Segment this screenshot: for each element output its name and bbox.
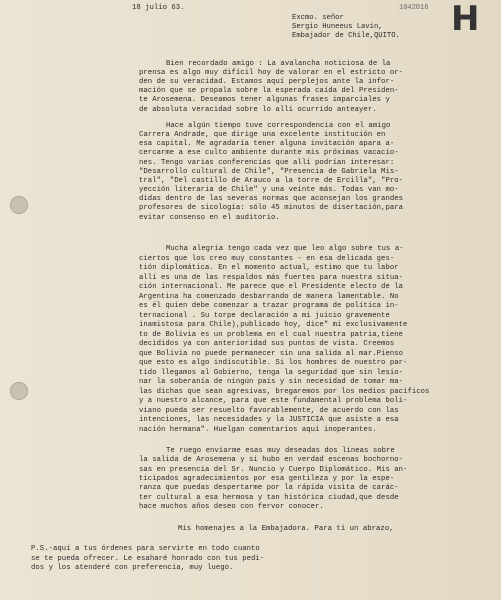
letter-line: P.S.-aquí a tus órdenes para servirte en todo cuanto bbox=[31, 545, 260, 553]
letter-line: nes. Tengo varias conferencias que allí podrían interesar: bbox=[139, 158, 395, 167]
letter-line: esa capital. Me agradaría tener alguna invitación apara a- bbox=[139, 140, 395, 149]
letter-line: to de Bolivia es un problema en el cual nuestra patria,tiene bbox=[139, 330, 404, 339]
letter-line: evitar consenso en el auditorio. bbox=[139, 213, 280, 222]
letter-line: la salida de Arosemena y si hubo en verdad escenas bochorno- bbox=[139, 456, 404, 465]
punch-hole bbox=[10, 196, 28, 214]
letter-line: ranza que puedas despertarme por la rápida visita de carác- bbox=[139, 484, 399, 493]
letter-line: allí es una de las respaldos más fuertes para nuestra situa- bbox=[139, 273, 404, 282]
letter-line: se te pueda ofrecer. Le esaharé honrado con tus pedi- bbox=[31, 554, 265, 563]
letter-line: nación hermana". Huelgan comentarios aquí inoperantes. bbox=[139, 425, 377, 434]
recipient-address bbox=[292, 14, 400, 41]
letter-line: yección literaria de Chile" y una veinte más. Todas van mo- bbox=[139, 186, 399, 195]
handwritten-mark: H bbox=[451, 0, 480, 39]
letter-line: Argentina ha comenzado desbarrando de manera lamentable. No bbox=[139, 292, 399, 301]
letter-line: didas dentro de las severas normas que aconsejan los grandes bbox=[139, 195, 404, 204]
recipient-line: Excmo. señor bbox=[292, 14, 344, 22]
letter-line: viano pueda ser resuelto favorablemente, de acuerdo con las bbox=[139, 406, 399, 415]
letter-line: es él quien debe comenzar a trazar programa de política in- bbox=[139, 302, 399, 310]
letter-line: mación que se propala sobre la esperada caída del Presiden- bbox=[139, 87, 399, 96]
letter-line: ticipados agradecimientos por esa gentileza y por la espe- bbox=[139, 474, 395, 483]
letter-line: sas en presencia del Sr. Nuncio y Cuerpo Diplomático. Mis an- bbox=[139, 465, 408, 474]
letter-line: Te ruego envíarme esas muy deseadas dos líneas sobre bbox=[166, 447, 395, 455]
letter-date: 18 julio 63. bbox=[132, 4, 185, 12]
letter-line: den de su veracidad. Estamos aquí perplejos ante la infor- bbox=[139, 78, 395, 87]
letter-line: Carrera Andrade, que dirige una excelente institución en bbox=[139, 131, 386, 140]
recipient-line: Embajador de Chile,QUITO. bbox=[292, 32, 400, 40]
letter-line: Mis homenajes a la Embajadora. Para ti un abrazo, bbox=[178, 525, 394, 533]
letter-line: hace muchos años deseo con fervor conocer. bbox=[139, 502, 324, 511]
letter-line: Mucha alegría tengo cada vez que leo algo sobre tus a- bbox=[166, 245, 404, 253]
letter-line: inamistosa para Chile),publicado hoy, dice" mi exclusivamente bbox=[139, 321, 408, 329]
letter-line: las dichas que sean agresivas, bregaremos por los medios pacíficos bbox=[139, 387, 430, 396]
letter-line: profesores de sicología: sólo 45 minutos de disertación,para bbox=[139, 204, 404, 213]
archive-number: 1042016 bbox=[399, 4, 429, 12]
punch-hole bbox=[10, 382, 28, 400]
letter-line: Hace algún tiempo tuve correspondencia con el amigo bbox=[166, 122, 391, 130]
letter-line: y a nuestro alcance, para que este fundamental problema boli- bbox=[139, 397, 408, 405]
letter-line: dos y los atenderé con preferencia, muy luego. bbox=[31, 564, 234, 573]
letter-line: ternacional . Su torpe declaración a mi juicio gravemente bbox=[139, 311, 390, 320]
letter-line: ter cultural a esa hermosa y tan histórica ciudad,que desde bbox=[139, 493, 399, 502]
recipient-line: Sergio Huneeus Lavín, bbox=[292, 23, 383, 31]
letter-line: prensa es algo muy difícil hoy de valorar en el estricto or- bbox=[139, 69, 404, 78]
letter-line: de absoluta veracidad sobre lo allí ocurrido anteayer. bbox=[139, 105, 377, 114]
letter-line: intenciones, las necesidades y la JUSTICIA que asiste a esa bbox=[139, 416, 399, 424]
letter-line: te Arosemena. Deseamos tener algunas frases imparciales y bbox=[139, 96, 390, 105]
letter-line: ciertos que los creo muy constantes - en esa delicada ges- bbox=[139, 254, 395, 263]
letter-line: "Desarrollo cultural de Chile", "Presencia de Gabriela Mis- bbox=[139, 167, 399, 176]
letter-line: tral", "Del castillo de Arauco a la torre de Ercilla", "Pro- bbox=[139, 176, 404, 185]
letter-line: que Bolivia no puede permanecer sin una salida al mar.Pienso bbox=[139, 349, 404, 358]
letter-line: ción internacional. Me parece que el Presidente electo de la bbox=[139, 283, 404, 291]
letter-line: decididos ya con anterioridad sus puntos de vista. Creemos bbox=[139, 340, 395, 348]
letter-line: Bien recordado amigo : La avalancha noticiosa de la bbox=[166, 60, 391, 68]
letter-line: nar la soberanía de ningún país y sin necesidad de tomar ma- bbox=[139, 378, 404, 386]
letter-line: tión diplomática. En el momento actual, estimo que tu labor bbox=[139, 264, 399, 272]
letter-line: tido llegamos al Gobierno, tenga la seguridad que sin lesio- bbox=[139, 368, 404, 377]
letter-line: que esto es algo indiscutible. Si los hombres de nuestro par- bbox=[139, 359, 408, 367]
letter-line: cercarme a ese culto ambiente durante mis próximas vacacio- bbox=[139, 149, 399, 158]
